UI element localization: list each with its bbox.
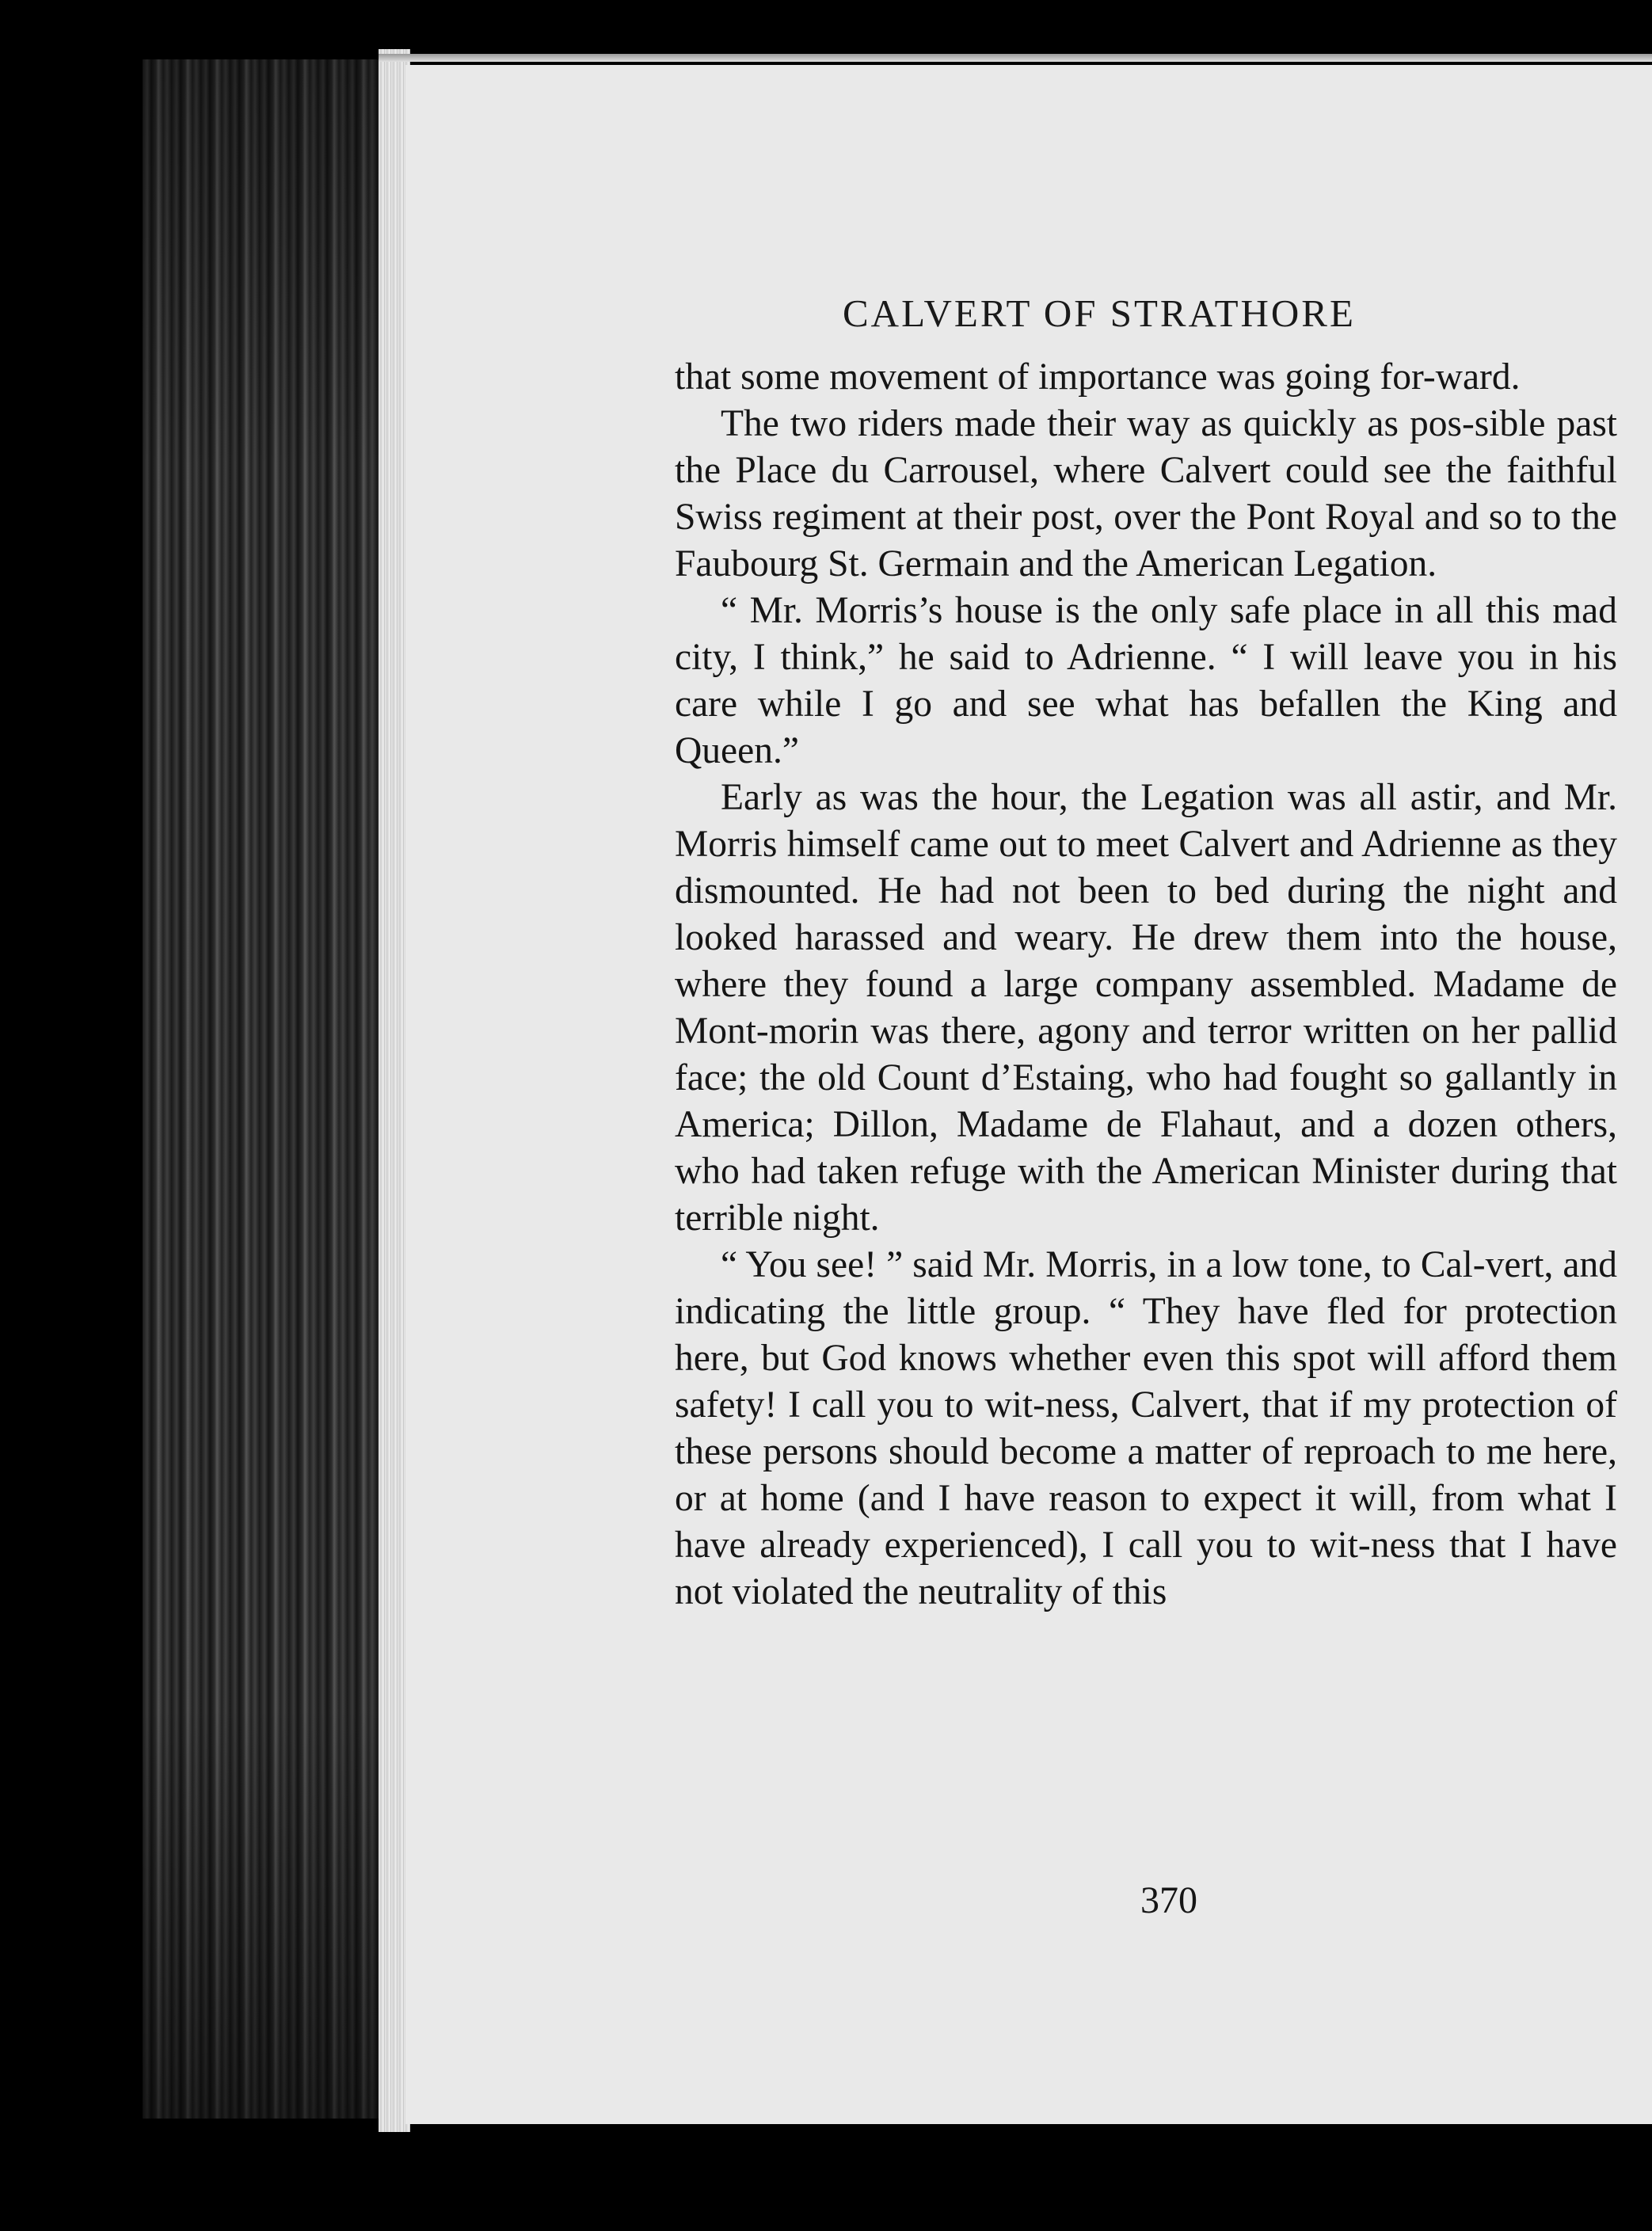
body-text xyxy=(675,354,1617,1616)
paragraph: Early as was the hour, the Legation was all astir, and Mr. Morris himself came out to meet Calvert and Adrienne as they dismounted. He had not been to bed during the night and looked harassed and weary. He drew them into the house, where they found a large company assembled. Madame de Mont-morin was there, agony and terror written on her pallid face; the old Count d’Estaing, who had fought so gallantly in America; Dillon, Madame de Flahaut, and a dozen others, who had taken refuge with the American Minister during that terrible night. xyxy=(675,777,1617,1239)
running-head-text: CALVERT OF STRATHORE xyxy=(843,291,1356,335)
page-number-text: 370 xyxy=(1140,1879,1197,1921)
paragraph: “ You see! ” said Mr. Morris, in a low tone, to Cal-vert, and indicating the little group. “ They have fled for protection here, but God knows whether even this spot will afford them safety! I call you to wit-ness, Calvert, that if my protection of these persons should become a matter of reproach to me here, or at home (and I have reason to expect it will, from what I have already experienced), I call you to wit-ness that I have not violated the neutrality of this xyxy=(675,1244,1617,1612)
running-head xyxy=(405,291,1652,336)
paragraph: The two riders made their way as quickly as pos-sible past the Place du Carrousel, where Calvert could see the faithful Swiss regiment at their post, over the Pont Royal and so to the Faubourg St. Germain and the American Legation. xyxy=(675,403,1617,584)
paragraph: that some movement of importance was going for-ward. xyxy=(675,356,1521,398)
paragraph: “ Mr. Morris’s house is the only safe place in all this mad city, I think,” he said to Adrienne. “ I will leave you in his care while I go and see what has befallen the King and Queen.” xyxy=(675,590,1617,771)
book-page xyxy=(405,65,1652,2124)
book-page-edges xyxy=(143,59,401,2119)
page-top-edge xyxy=(379,54,1652,62)
